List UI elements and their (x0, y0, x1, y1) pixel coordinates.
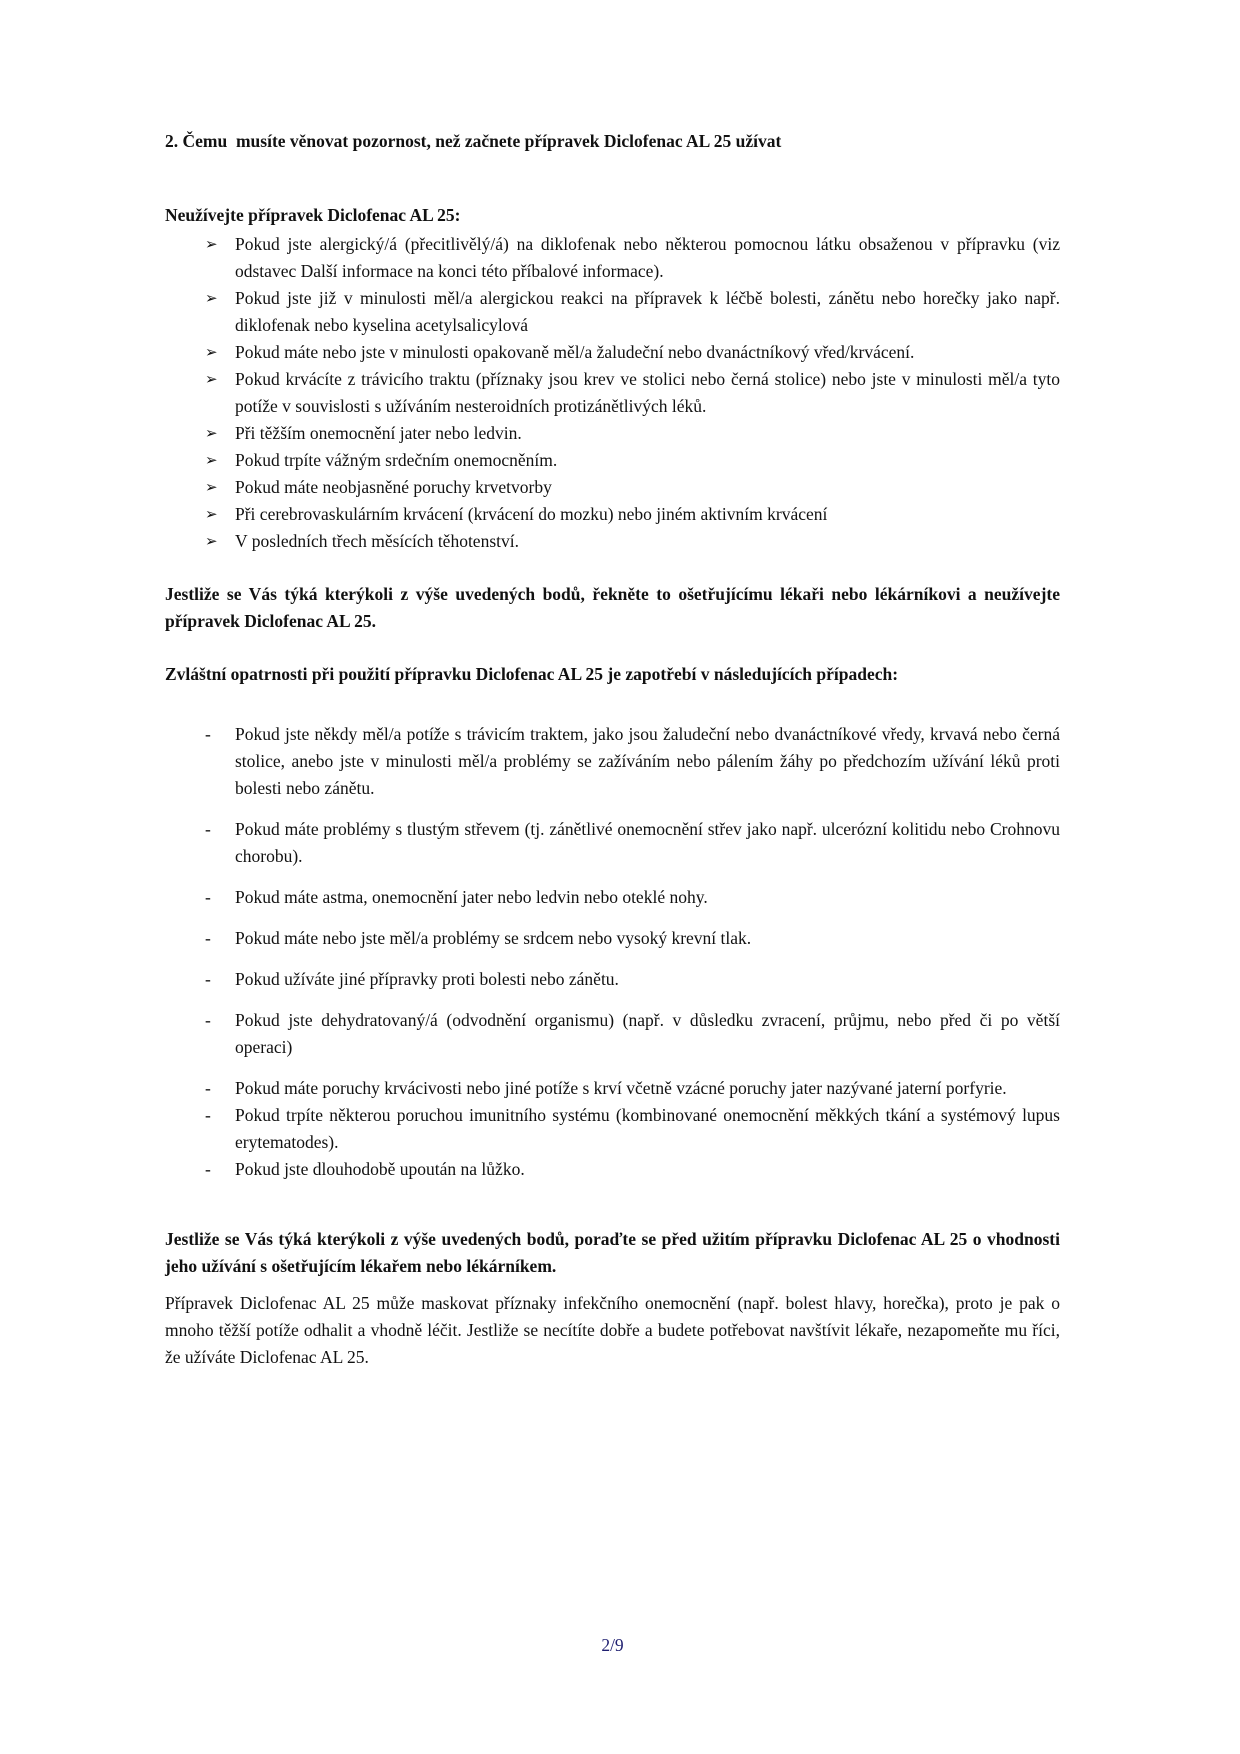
dash-bullet: - (205, 969, 211, 989)
warning-paragraph-2: Jestliže se Vás týká kterýkoli z výše uvedených bodů, poraďte se před užitím přípravku Diclofenac AL 25 o vhodnosti jeho užívání s ošetřujícím lékařem nebo lékárníkem. (165, 1229, 1060, 1276)
page-title: 2. Čemu musíte věnovat pozornost, než začnete přípravek Diclofenac AL 25 užívat (165, 131, 782, 151)
list-item-text: Pokud jste dlouhodobě upoután na lůžko. (235, 1159, 525, 1179)
dash-bullet: - (205, 1078, 211, 1098)
dash-bullet: - (205, 1010, 211, 1030)
list-item (165, 721, 1060, 802)
arrow-bullet-icon: ➢ (205, 235, 218, 253)
body-paragraph: Přípravek Diclofenac AL 25 může maskovat příznaky infekčního onemocnění (např. bolest hlavy, horečka), proto je pak o mnoho těžší potíže odhalit a vhodně léčit. Jestliže se necítíte dobře a budete potřebovat navštívit lékaře, nezapomeňte mu říci, že užíváte Diclofenac AL 25. (165, 1293, 1060, 1367)
arrow-bullet-icon: ➢ (205, 505, 218, 523)
arrow-bullet-icon: ➢ (205, 289, 218, 307)
list-item-text: Pokud jste někdy měl/a potíže s trávicím traktem, jako jsou žaludeční nebo dvanáctníkové vředy, krvavá nebo černá stolice, anebo jste v minulosti měl/a problémy se zažíváním nebo pálením žáhy po předchozím užívání léků proti bolesti nebo zánětu. (235, 724, 1060, 798)
list-item (165, 231, 1060, 285)
section-heading-neuzivejte: Neužívejte přípravek Diclofenac AL 25: (165, 205, 461, 225)
arrow-bullet-icon: ➢ (205, 478, 218, 496)
arrow-bullet-icon: ➢ (205, 370, 218, 388)
list-item (165, 366, 1060, 420)
section-heading-zvlastni-opatrnosti: Zvláštní opatrnosti při použití přípravku Diclofenac AL 25 je zapotřebí v následujících případech: (165, 664, 899, 684)
arrow-bullet-icon: ➢ (205, 424, 218, 442)
list-item (165, 501, 1060, 528)
list-item-text: Pokud jste dehydratovaný/á (odvodnění organismu) (např. v důsledku zvracení, průjmu, nebo před či po větší operaci) (235, 1010, 1060, 1057)
dash-bullet: - (205, 724, 211, 744)
list-item-text: Pokud jste již v minulosti měl/a alergickou reakci na přípravek k léčbě bolesti, zánětu nebo horečky jako např. diklofenak nebo kyselina acetylsalicylová (235, 288, 1060, 335)
list-item-text: Pokud máte neobjasněné poruchy krvetvorby (235, 477, 552, 497)
dash-bullet: - (205, 819, 211, 839)
list-item (165, 966, 1060, 993)
list-item-text: Pokud trpíte některou poruchou imunitního systému (kombinované onemocnění měkkých tkání a systémový lupus erytematodes). (235, 1105, 1060, 1152)
warning-paragraph-1: Jestliže se Vás týká kterýkoli z výše uvedených bodů, řekněte to ošetřujícímu lékaři nebo lékárníkovi a neužívejte přípravek Diclofenac AL 25. (165, 584, 1060, 631)
arrow-bullet-icon: ➢ (205, 343, 218, 361)
arrow-bullet-icon: ➢ (205, 451, 218, 469)
list-item-text: Při cerebrovaskulárním krvácení (krvácení do mozku) nebo jiném aktivním krvácení (235, 504, 828, 524)
list-item (165, 339, 1060, 366)
list-item-text: Pokud krvácíte z trávicího traktu (příznaky jsou krev ve stolici nebo černá stolice) nebo jste v minulosti měl/a tyto potíže v souvislosti s užíváním nesteroidních protizánětlivých léků. (235, 369, 1060, 416)
list-item (165, 1102, 1060, 1156)
list-item (165, 285, 1060, 339)
list-item (165, 474, 1060, 501)
list-item-text: Pokud trpíte vážným srdečním onemocněním. (235, 450, 558, 470)
list-item-text: V posledních třech měsících těhotenství. (235, 531, 519, 551)
list-item-text: Pokud máte problémy s tlustým střevem (tj. zánětlivé onemocnění střev jako např. ulcerózní kolitidu nebo Crohnovu chorobu). (235, 819, 1060, 866)
page-number: 2/9 (601, 1635, 624, 1655)
list-item-text: Při těžším onemocnění jater nebo ledvin. (235, 423, 522, 443)
list-item (165, 925, 1060, 952)
list-item-text: Pokud máte nebo jste v minulosti opakovaně měl/a žaludeční nebo dvanáctníkový vřed/krvácení. (235, 342, 915, 362)
dash-bullet: - (205, 887, 211, 907)
list-item (165, 420, 1060, 447)
dash-bullet: - (205, 1159, 211, 1179)
list-item-text: Pokud máte astma, onemocnění jater nebo ledvin nebo oteklé nohy. (235, 887, 708, 907)
list-item (165, 1007, 1060, 1061)
list-item-text: Pokud užíváte jiné přípravky proti bolesti nebo zánětu. (235, 969, 619, 989)
list-item-text: Pokud máte nebo jste měl/a problémy se srdcem nebo vysoký krevní tlak. (235, 928, 752, 948)
list-item (165, 447, 1060, 474)
list-item (165, 1156, 1060, 1183)
dash-bullet: - (205, 928, 211, 948)
arrow-bullet-icon: ➢ (205, 532, 218, 550)
list-item-text: Pokud máte poruchy krvácivosti nebo jiné potíže s krví včetně vzácné poruchy jater nazývané jaterní porfyrie. (235, 1078, 1007, 1098)
list-item (165, 1075, 1060, 1102)
list-item (165, 528, 1060, 555)
list-item (165, 884, 1060, 911)
dash-bullet: - (205, 1105, 211, 1125)
list-item-text: Pokud jste alergický/á (přecitlivělý/á) na diklofenak nebo některou pomocnou látku obsaženou v přípravku (viz odstavec Další informace na konci této příbalové informace). (235, 234, 1060, 281)
list-item (165, 816, 1060, 870)
contraindications-list (165, 231, 1060, 555)
precautions-list (165, 721, 1060, 1183)
